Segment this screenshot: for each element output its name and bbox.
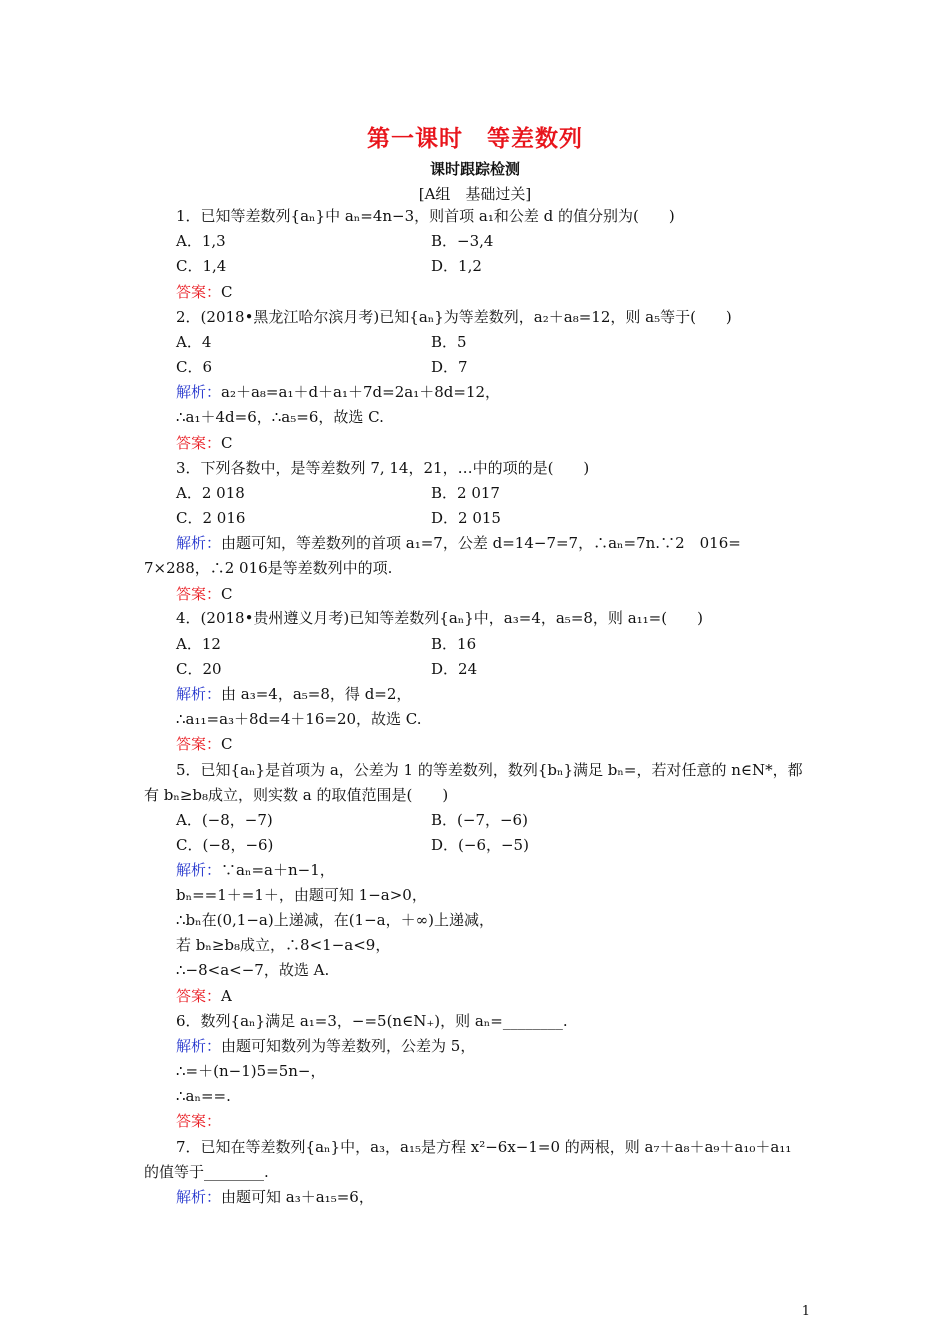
q1-answer-line [176, 282, 233, 302]
q3-stem: 3．下列各数中，是等差数列 7, 14，21，…中的项的是( ) [176, 459, 590, 477]
q5-option-b: B．(−7，−6) [431, 811, 528, 829]
q3-option-d: D．2 015 [431, 509, 501, 527]
q5-solution-line-5: ∴−8<a<−7，故选 A. [176, 961, 330, 979]
q7-stem-line-2: 的值等于________. [144, 1163, 269, 1181]
page-number: 1 [801, 1304, 810, 1319]
q5-stem-line-2: 有 bₙ≥b₈成立，则实数 a 的取值范围是( ) [144, 786, 449, 804]
q2-solution-line-2: ∴a₁＋4d=6，∴a₅=6，故选 C. [176, 408, 384, 426]
answer-label: 答案： [176, 585, 222, 603]
q4-solution-text-1: 由 a₃=4，a₅=8，得 d=2， [221, 685, 412, 703]
q6-solution-text-1: 由题可知数列为等差数列，公差为 5， [221, 1037, 476, 1055]
q7-solution-text-1: 由题可知 a₃＋a₁₅=6， [221, 1188, 374, 1206]
q3-option-c: C．2 016 [176, 509, 246, 527]
q4-solution-line-1 [176, 684, 411, 704]
q4-answer-line [176, 734, 233, 754]
q1-stem: 1．已知等差数列{aₙ}中 aₙ=4n−3，则首项 a₁和公差 d 的值分别为( ) [176, 207, 675, 225]
q3-solution-line-1 [176, 533, 741, 553]
q5-answer-line [176, 986, 232, 1006]
q4-option-b: B．16 [431, 635, 477, 653]
answer-label: 答案： [176, 987, 222, 1005]
q4-option-c: C．20 [176, 660, 222, 678]
q1-answer: C [221, 283, 233, 301]
q3-option-a: A．2 018 [176, 484, 245, 502]
solution-label: 解析： [176, 1037, 222, 1055]
page-subtitle: 课时跟踪检测 [429, 160, 520, 178]
q5-solution-line-3: ∴bₙ在(0,1−a)上递减，在(1−a，＋∞)上递减， [176, 911, 494, 929]
q5-solution-line-4: 若 bₙ≥b₈成立，∴8<1−a<9， [176, 936, 391, 954]
q4-option-d: D．24 [431, 660, 478, 678]
q4-answer: C [221, 735, 233, 753]
q2-solution-text-1: a₂＋a₈=a₁＋d＋a₁＋7d=2a₁＋8d=12， [221, 383, 501, 401]
q3-answer: C [221, 585, 233, 603]
q4-option-a: A．12 [176, 635, 221, 653]
solution-label: 解析： [176, 861, 222, 879]
answer-label: 答案： [176, 283, 222, 301]
q1-option-b: B．−3,4 [431, 232, 494, 250]
page-title: 第一课时 等差数列 [367, 125, 583, 152]
q4-stem: 4．(2018•贵州遵义月考)已知等差数列{aₙ}中，a₃=4，a₅=8，则 a₁₁=( ) [176, 609, 703, 627]
q3-solution-line-2: 7×288，∴2 016是等差数列中的项. [144, 559, 393, 577]
q2-option-d: D．7 [431, 358, 468, 376]
answer-label: 答案： [176, 735, 222, 753]
q5-solution-text-1: ∵aₙ=a＋n−1， [221, 861, 335, 879]
answer-label: 答案： [176, 1112, 222, 1130]
q2-answer: C [221, 434, 233, 452]
q5-stem-line-1: 5．已知{aₙ}是首项为 a，公差为 1 的等差数列，数列{bₙ}满足 bₙ=，若对任意的 n∈N*，都 [176, 761, 803, 779]
q2-stem: 2．(2018•黑龙江哈尔滨月考)已知{aₙ}为等差数列，a₂＋a₈=12，则 a₅等于( ) [176, 308, 732, 326]
q1-option-a: A．1,3 [176, 232, 226, 250]
q5-solution-line-2: bₙ==1＋=1＋，由题可知 1−a>0， [176, 886, 427, 904]
q2-option-b: B．5 [431, 333, 467, 351]
q5-solution-line-1 [176, 860, 335, 880]
q1-option-d: D．1,2 [431, 257, 482, 275]
answer-label: 答案： [176, 434, 222, 452]
q5-option-c: C．(−8，−6) [176, 836, 274, 854]
solution-label: 解析： [176, 534, 222, 552]
q5-answer: A [221, 987, 232, 1005]
q5-option-a: A．(−8，−7) [176, 811, 273, 829]
q6-solution-line-2: ∴=＋(n−1)5=5n−， [176, 1062, 326, 1080]
q3-solution-text-1: 由题可知，等差数列的首项 a₁=7，公差 d=14−7=7，∴aₙ=7n.∵2 016= [221, 534, 741, 552]
q6-solution-line-3: ∴aₙ==. [176, 1087, 231, 1105]
q2-option-c: C．6 [176, 358, 213, 376]
q7-stem-line-1: 7．已知在等差数列{aₙ}中，a₃，a₁₅是方程 x²−6x−1=0 的两根，则 a₇＋a₈＋a₉＋a₁₀＋a₁₁ [176, 1138, 792, 1156]
q4-solution-line-2: ∴a₁₁=a₃＋8d=4＋16=20，故选 C. [176, 710, 422, 728]
q5-option-d: D．(−6，−5) [431, 836, 529, 854]
q1-option-c: C．1,4 [176, 257, 227, 275]
q2-solution-line-1 [176, 382, 500, 402]
q3-option-b: B．2 017 [431, 484, 500, 502]
q6-solution-line-1 [176, 1036, 475, 1056]
solution-label: 解析： [176, 1188, 222, 1206]
q3-answer-line [176, 584, 233, 604]
q7-solution-line-1 [176, 1187, 374, 1207]
q6-answer-line [176, 1111, 221, 1131]
q2-option-a: A．4 [176, 333, 212, 351]
q2-answer-line [176, 433, 233, 453]
solution-label: 解析： [176, 685, 222, 703]
solution-label: 解析： [176, 383, 222, 401]
group-heading: [A组 基础过关] [418, 185, 532, 203]
q6-stem: 6．数列{aₙ}满足 a₁=3，−=5(n∈N₊)，则 aₙ=________. [176, 1012, 568, 1030]
